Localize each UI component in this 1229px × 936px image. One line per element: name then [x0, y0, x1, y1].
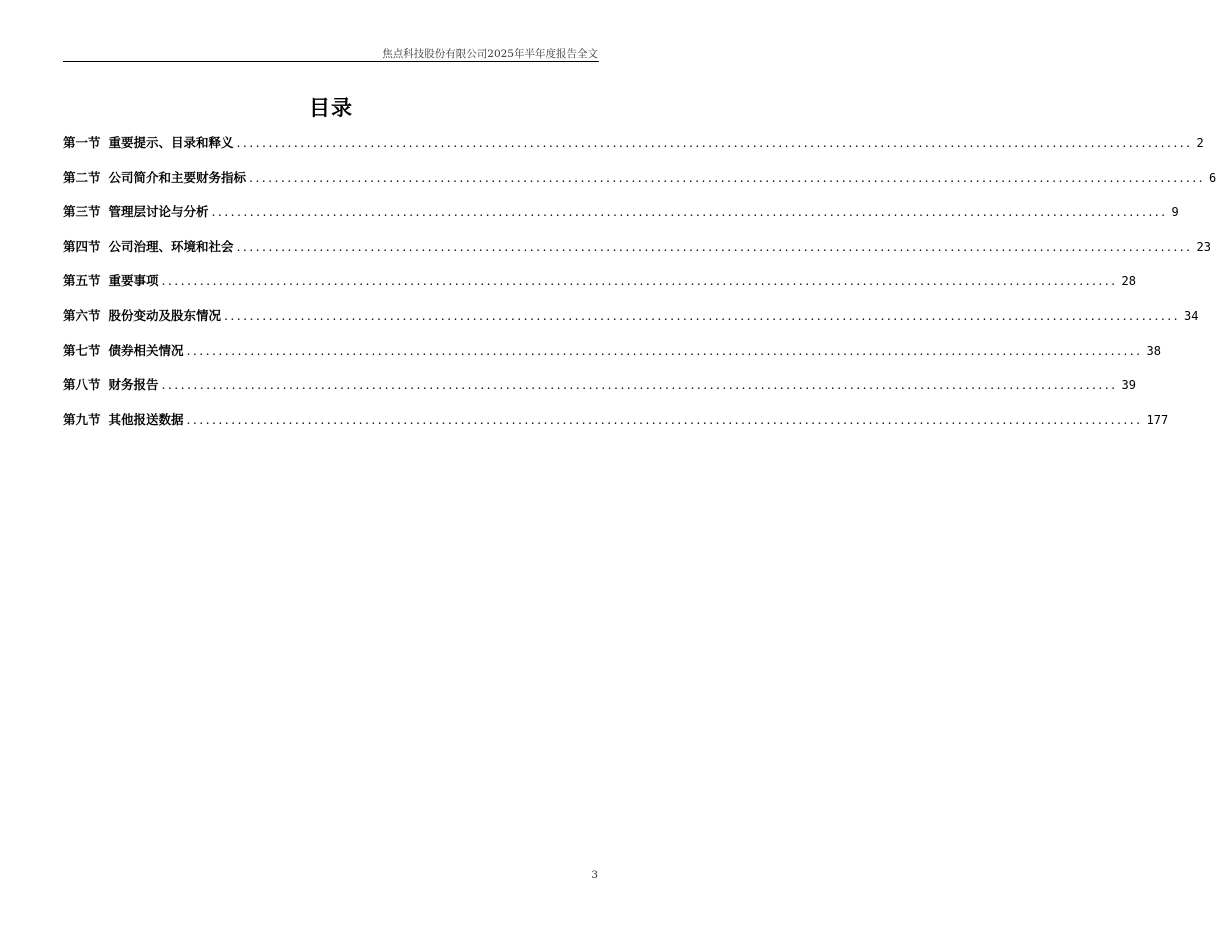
toc-dot-leader: ......................................................................................................................................................: [161, 273, 1118, 289]
toc-page-number: 38: [1146, 343, 1161, 358]
toc-section-number: 第五节: [63, 273, 101, 289]
toc-section-number: 第三节: [63, 204, 101, 220]
toc-section-number: 第八节: [63, 377, 101, 393]
toc-section-number: 第九节: [63, 411, 101, 427]
toc-entry[interactable]: [63, 410, 1169, 445]
toc-section-name: 公司简介和主要财务指标: [108, 169, 247, 185]
toc-page-number: 2: [1196, 136, 1204, 150]
toc-section-name: 公司治理、环境和社会: [108, 238, 234, 254]
toc-entry[interactable]: [63, 133, 1204, 168]
toc-dot-leader: ......................................................................................................................................................: [161, 377, 1118, 393]
toc-section-number: 第二节: [63, 169, 101, 185]
toc-section-number: 第四节: [63, 238, 101, 254]
header-rule: [63, 61, 599, 62]
toc-page-number: 177: [1146, 412, 1169, 427]
toc-entry[interactable]: [63, 168, 1217, 203]
toc-dot-leader: ......................................................................................................................................................: [236, 238, 1193, 254]
toc-dot-leader: ......................................................................................................................................................: [186, 411, 1143, 427]
toc-dot-leader: ......................................................................................................................................................: [186, 342, 1143, 358]
toc-section-name: 管理层讨论与分析: [108, 204, 209, 220]
toc-dot-leader: ......................................................................................................................................................: [236, 135, 1193, 150]
toc-section-number: 第六节: [63, 307, 101, 323]
toc-entry[interactable]: [63, 271, 1136, 306]
toc-entry[interactable]: [63, 341, 1161, 376]
toc-page-number: 28: [1121, 274, 1136, 289]
toc-entry[interactable]: [63, 237, 1211, 272]
toc-dot-leader: ......................................................................................................................................................: [224, 307, 1181, 323]
footer-page-number: 3: [591, 869, 598, 881]
toc-page-number: 6: [1209, 170, 1217, 185]
toc-section-name: 重要事项: [108, 273, 159, 289]
toc-section-name: 重要提示、目录和释义: [108, 135, 234, 150]
toc-section-name: 其他报送数据: [108, 411, 184, 427]
toc-page-number: 34: [1184, 308, 1199, 323]
toc-section-name: 股份变动及股东情况: [108, 307, 222, 323]
running-header: 焦点科技股份有限公司2025年半年度报告全文: [382, 48, 598, 60]
toc-section-number: 第一节: [63, 135, 101, 150]
toc-title: 目录: [309, 95, 353, 120]
toc-page-number: 23: [1196, 239, 1211, 254]
toc-page-number: 9: [1171, 205, 1179, 220]
toc-section-name: 财务报告: [108, 377, 159, 393]
toc-entry[interactable]: [63, 375, 1136, 410]
toc-dot-leader: ......................................................................................................................................................: [211, 204, 1168, 220]
toc-dot-leader: ......................................................................................................................................................: [249, 169, 1206, 185]
toc-section-name: 债券相关情况: [108, 342, 184, 358]
toc-entry[interactable]: [63, 202, 1179, 237]
table-of-contents: [63, 133, 1217, 444]
toc-entry[interactable]: [63, 306, 1199, 341]
toc-page-number: 39: [1121, 378, 1136, 393]
toc-section-number: 第七节: [63, 342, 101, 358]
